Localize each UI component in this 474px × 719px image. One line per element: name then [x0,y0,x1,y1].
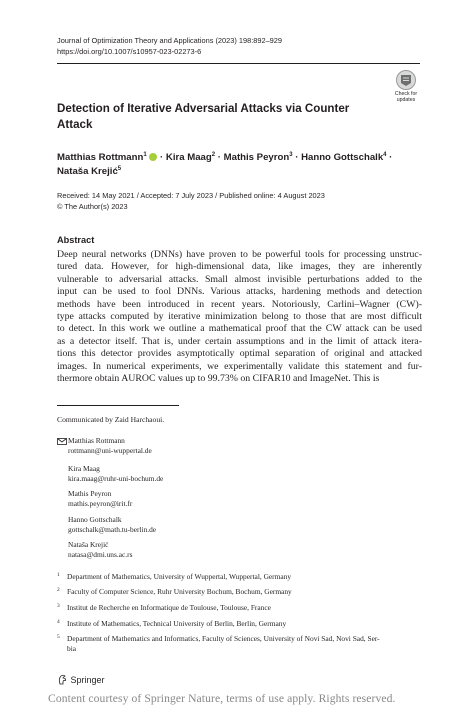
abstract-heading: Abstract [57,235,95,245]
badge-label: Check for updates [394,91,418,103]
contact-name: Mathis Peyron [68,489,112,498]
contact-email[interactable]: mathis.peyron@irit.fr [68,499,133,509]
journal-header [57,35,282,57]
abstract-line: Deep neural networks (DNNs) have proven to be powerful tools for processing unstruc- [57,249,422,260]
journal-citation: Journal of Optimization Theory and Applications (2023) 198:892–929 [57,36,283,45]
abstract-line: input can be used to fool DNNs. Various attacks, hardening methods and detection [57,286,422,298]
contact-entry [68,489,268,510]
publisher-name: Springer [70,675,105,685]
abstract-line: to detect. In this work we outline a mathematical proof that the CW attack can be used [57,323,422,335]
dates-line: Received: 14 May 2021 / Accepted: 7 July 2023 / Published online: 4 August 2023 [57,191,325,200]
abstract-line: type attacks computed by iterative minimization belong to those that are most difficult [57,310,422,322]
contact-email[interactable]: gottschalk@math.tu-berlin.de [68,525,157,535]
author-gottschalk[interactable]: · Hanno Gottschalk [292,152,384,163]
check-for-updates-icon [389,69,423,91]
abstract-line: tured data. However, for high-dimensional data, like images, they are inherently [57,261,422,273]
springer-horse-icon [57,674,68,685]
contact-name: Hanno Gottschalk [68,515,122,524]
contact-email[interactable]: kira.maag@ruhr-uni-bochum.de [68,474,164,484]
courtesy-notice: Content courtesy of Springer Nature, terms of use apply. Rights reserved. [48,692,396,705]
author-peyron[interactable]: · Mathis Peyron [215,152,290,163]
author-krejic[interactable]: Nataša Krejić [57,165,118,177]
envelope-icon [57,438,67,445]
springer-logo [57,674,105,685]
contact-entry [68,515,268,536]
paper-title: Detection of Iterative Adversarial Attacks via Counter Attack [57,102,350,131]
contact-entry [68,540,268,561]
contact-entry [68,464,268,485]
communicated-by: Communicated by Zaid Harchaoui. [57,415,165,424]
author-line-1: Matthias Rottmann$^1$ · Kira Maag$^2$ · Mathis Peyron$^3$ · Hanno Gottschalk$^4$ · [57,152,393,163]
contact-name: Kira Maag [68,464,100,473]
abstract-body [57,249,422,385]
check-for-updates-badge[interactable] [389,69,423,103]
abstract-line: thermore obtain AUROC values up to 99.73% on CIFAR10 and ImageNet. This is [57,372,380,384]
author-line-2: Nataša Krejić$^5$ [57,165,122,177]
abstract-line: as a detector itself. That is, under certain assumptions and in the limit of attack itera- [57,335,422,347]
contact-email[interactable]: natasa@dmi.uns.ac.rs [68,550,133,560]
footnote-rule [57,405,179,406]
abstract-line: methods have been introduced in recent years. Notoriously, Carlini–Wagner (CW)- [57,298,422,310]
abstract-line: tions this detector provides asymptotically optimal separation of original and attacked [57,348,422,360]
contact-entry [68,436,268,457]
contact-name: Matthias Rottmann [68,436,125,445]
contact-email[interactable]: rottmann@uni-wuppertal.de [68,446,152,456]
author-list [57,151,422,178]
author-maag[interactable]: · Kira Maag [157,152,212,163]
doi-link[interactable]: https://doi.org/10.1007/s10957-023-02273-6 [57,47,202,56]
author-rottmann[interactable]: Matthias Rottmann [57,152,144,163]
copyright-line: © The Author(s) 2023 [57,202,128,211]
publication-dates [57,190,325,212]
header-rule [57,63,420,64]
contact-name: Nataša Krejić [68,540,109,549]
abstract-line: vulnerable to adversarial attacks. Small almost invisible perturbations added to the [57,273,422,285]
abstract-line: images. In numerical experiments, we experimentally validate this statement and fur- [57,360,422,372]
